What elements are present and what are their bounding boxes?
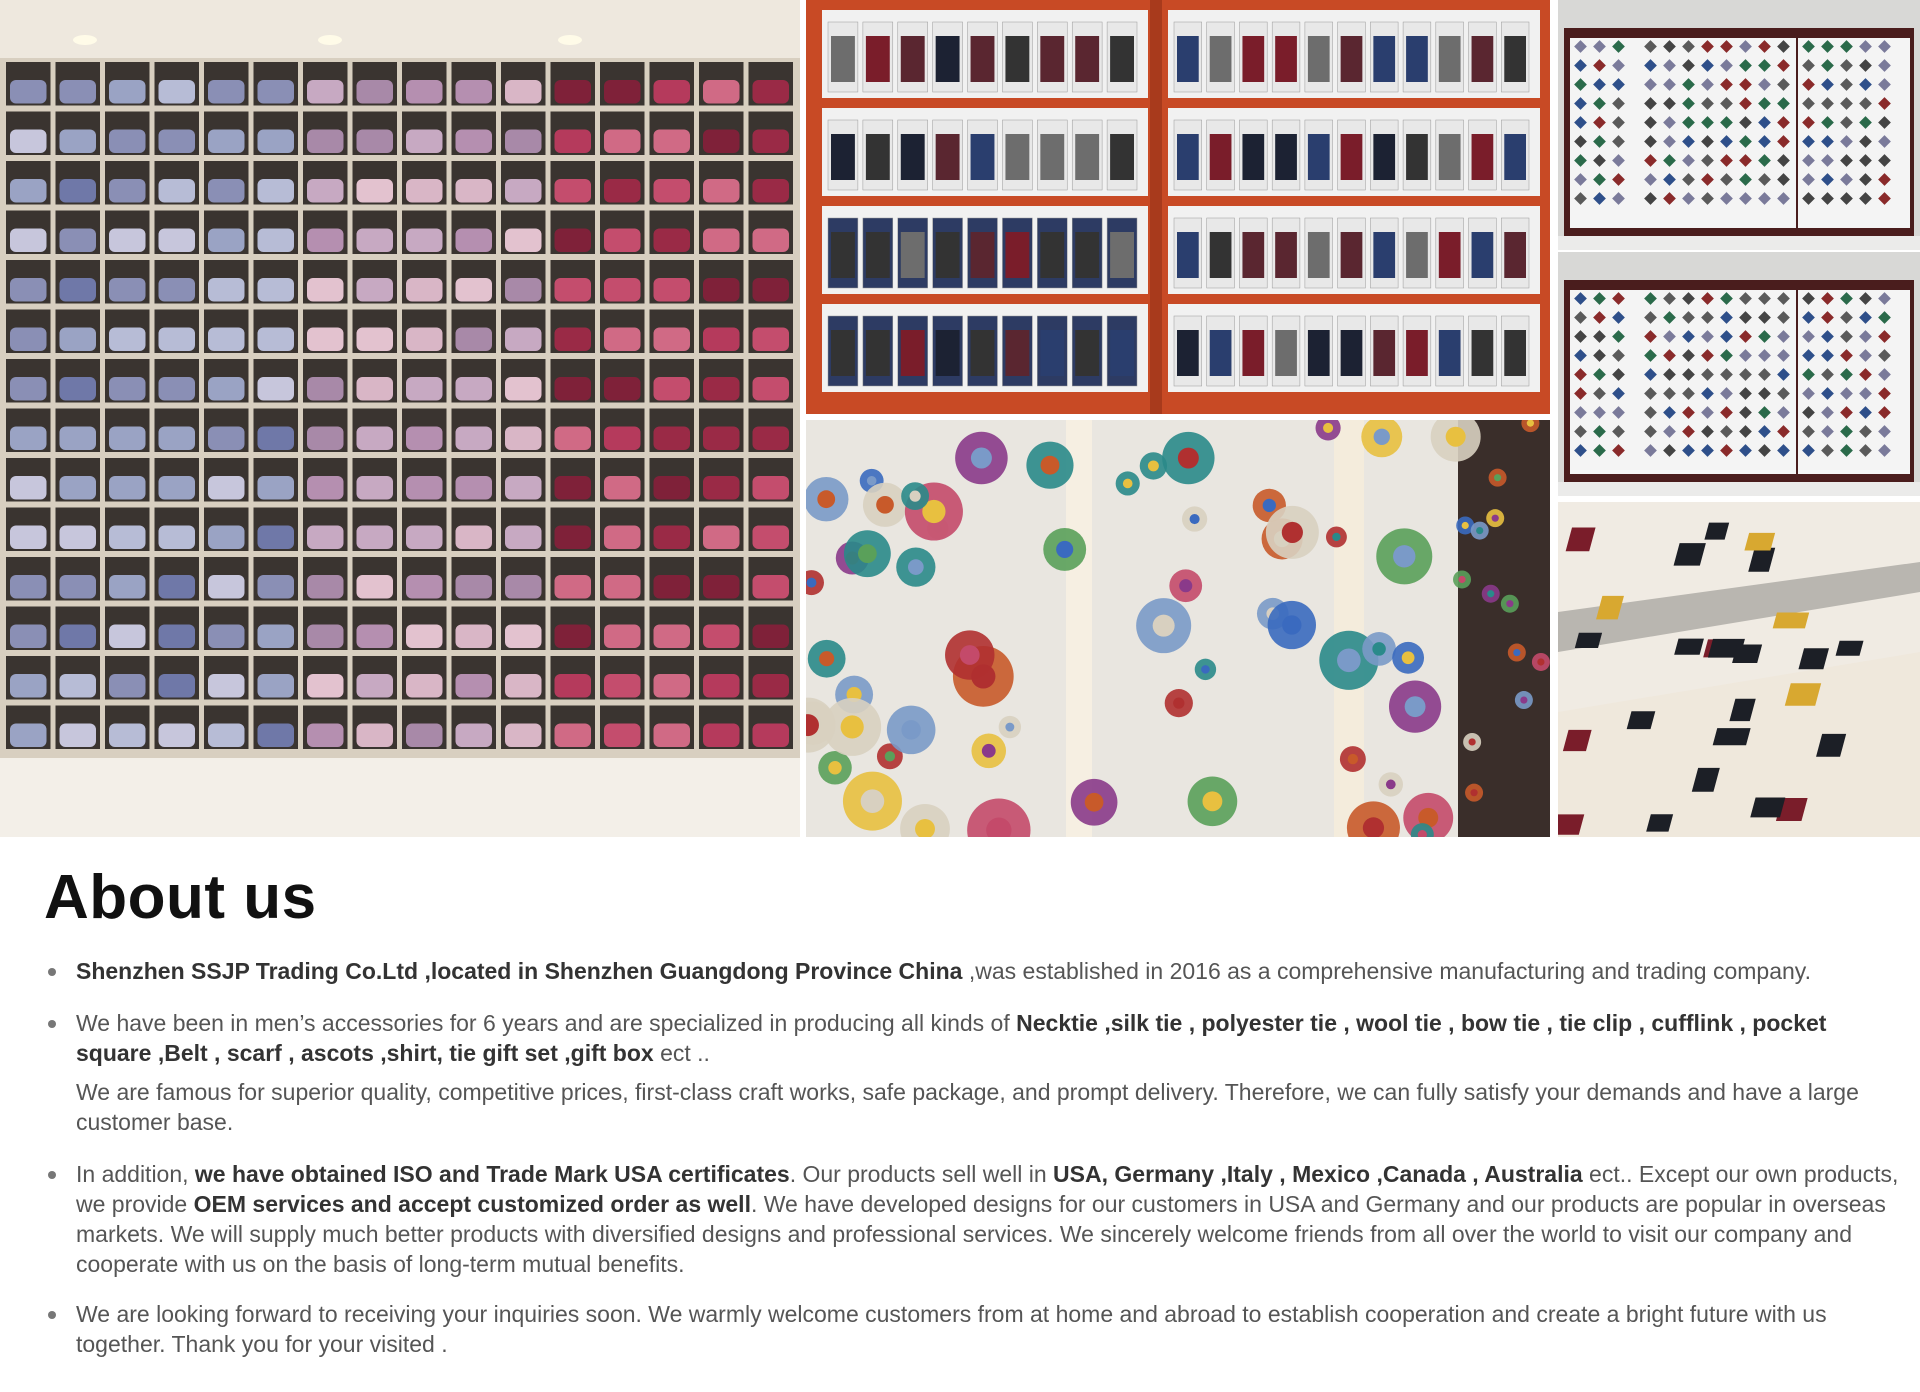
paragraph-closing: We are looking forward to receiving your inquiries soon. We warmly welcome customers from at home and abroad to establish cooperation and create a bright future with us together. Thank you for your visited . xyxy=(76,1301,1827,1357)
photo-cufflink-case-bottom xyxy=(1558,252,1920,496)
designs-text: . We have developed designs for our customers in USA and Germany and our products are popular in overseas markets. We will supply much better products with diversified designs and professional services. We sincerely welcome friends from all over the world to visit our company and cooperate with us on the basis of long-term mutual benefits. xyxy=(76,1191,1886,1277)
cufflink-case-image xyxy=(1558,252,1920,496)
suspender-display-image xyxy=(806,0,1550,414)
gift-box-shelf-image xyxy=(1558,502,1920,837)
about-list xyxy=(44,956,1900,1359)
bullet-icon xyxy=(48,968,56,976)
bullet-icon xyxy=(48,1020,56,1028)
paragraph-company xyxy=(76,956,1900,986)
list-item xyxy=(44,1159,1900,1279)
lapel-flower-wall-image xyxy=(806,420,1550,837)
paragraph-products xyxy=(76,1008,1900,1068)
list-item xyxy=(44,956,1900,986)
products-etc: ect .. xyxy=(653,1040,710,1066)
products-list: Necktie ,silk tie , polyester tie , wool tie , bow tie , tie clip , cufflink , pocket square ,Belt , scarf , ascots ,shirt, tie gift set ,gift box xyxy=(76,1010,1827,1066)
markets-bold: USA, Germany ,Italy , Mexico ,Canada , Australia xyxy=(1053,1161,1583,1187)
necktie-wall-image xyxy=(0,0,800,837)
list-item xyxy=(44,1008,1900,1137)
photo-lapel-flower-wall xyxy=(806,420,1550,837)
oem-bold: OEM services and accept customized order as well xyxy=(193,1191,751,1217)
cufflink-case-image xyxy=(1558,0,1920,250)
paragraph-certificates xyxy=(76,1159,1900,1279)
photo-gift-box-shelf xyxy=(1558,502,1920,837)
cert-bold: we have obtained ISO and Trade Mark USA certificates xyxy=(194,1161,790,1187)
list-item xyxy=(44,1299,1900,1359)
photo-cufflink-case-top xyxy=(1558,0,1920,250)
bullet-icon xyxy=(48,1171,56,1179)
company-desc: ,was established in 2016 as a comprehensive manufacturing and trading company. xyxy=(962,958,1811,984)
company-name: Shenzhen SSJP Trading Co.Ltd ,located in Shenzhen Guangdong Province China xyxy=(76,958,963,984)
about-title: About us xyxy=(44,863,317,932)
oem-text: ect.. Except our own products, we provide xyxy=(76,1161,1899,1217)
bullet-icon xyxy=(48,1311,56,1319)
photo-suspender-display xyxy=(806,0,1550,414)
photo-necktie-wall xyxy=(0,0,800,837)
cert-text: In addition, xyxy=(76,1161,195,1187)
markets-text: . Our products sell well in xyxy=(789,1161,1054,1187)
paragraph-quality: We are famous for superior quality, competitive prices, first-class craft works, safe package, and prompt delivery. Therefore, we can fully satisfy your demands and have a large customer base. xyxy=(76,1079,1859,1135)
products-intro: We have been in men’s accessories for 6 years and are specialized in producing all kinds of xyxy=(76,1010,1017,1036)
